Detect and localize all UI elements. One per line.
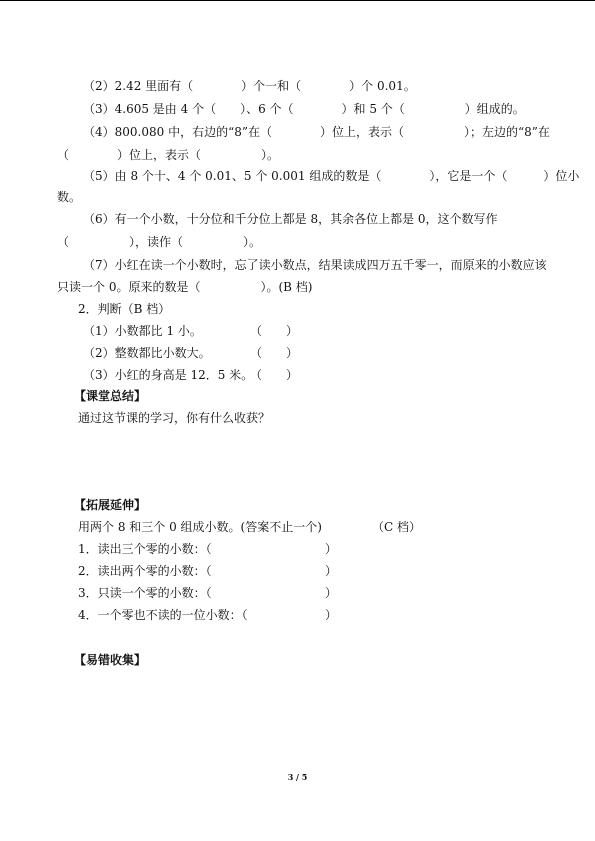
judge-item-3: （3）小红的身高是 12．5 米。 <box>83 368 254 382</box>
question-6-line-2: （ ），读作（ ）。 <box>57 235 262 249</box>
summary-text: 通过这节课的学习，你有什么收获？ <box>78 411 271 425</box>
judge-heading: 2．判断（B 档） <box>78 302 171 316</box>
extension-level: （C 档） <box>372 520 421 534</box>
judge-item-2: （2）整数都比小数大。 <box>83 346 211 360</box>
judge-item-3-answer: （ ） <box>250 368 299 382</box>
judge-item-1-answer: （ ） <box>250 324 299 338</box>
summary-heading: 【课堂总结】 <box>74 389 147 403</box>
question-4-line-2: （ ）位上，表示（ ）。 <box>57 148 280 162</box>
extension-item-4: 4．一个零也不读的一位小数：（ <box>78 608 248 622</box>
top-rule <box>0 0 595 1</box>
extension-intro: 用两个 8 和三个 0 组成小数。(答案不止一个) <box>78 520 322 534</box>
extension-item-3-close: ） <box>325 586 338 600</box>
extension-item-2: 2．读出两个零的小数：（ <box>78 564 212 578</box>
extension-item-4-close: ） <box>325 608 338 622</box>
extension-item-1-close: ） <box>325 542 338 556</box>
extension-heading: 【拓展延伸】 <box>74 498 147 512</box>
question-2: （2）2.42 里面有（ ）个一和（ ）个 0.01。 <box>83 79 416 93</box>
judge-item-1: （1）小数都比 1 小。 <box>83 324 202 338</box>
question-5-line-2: 数。 <box>57 190 82 204</box>
extension-item-3: 3．只读一个零的小数：（ <box>78 586 212 600</box>
judge-item-2-answer: （ ） <box>250 346 299 360</box>
question-3: （3）4.605 是由 4 个（ ）、6 个（ ）和 5 个（ ）组成的。 <box>83 102 525 116</box>
extension-item-1: 1．读出三个零的小数：（ <box>78 542 212 556</box>
question-7-line-1: （7）小红在读一个小数时，忘了读小数点，结果读成四万五千零一，而原来的小数应该 <box>83 258 547 272</box>
mistakes-heading: 【易错收集】 <box>74 653 147 667</box>
question-7-line-2: 只读一个 0。原来的数是（ ）。(B 档) <box>57 280 313 294</box>
extension-item-2-close: ） <box>325 564 338 578</box>
question-4-line-1: （4）800.080 中，右边的“8”在（ ）位上，表示（ ）；左边的“8”在 <box>83 125 550 139</box>
page-number: 3 / 5 <box>287 772 308 782</box>
question-5-line-1: （5）由 8 个十、4 个 0.01、5 个 0.001 组成的数是（ ），它是一个（ ）位小 <box>83 169 580 183</box>
question-6-line-1: （6）有一个小数，十分位和千分位上都是 8，其余各位上都是 0，这个数写作 <box>83 212 498 226</box>
